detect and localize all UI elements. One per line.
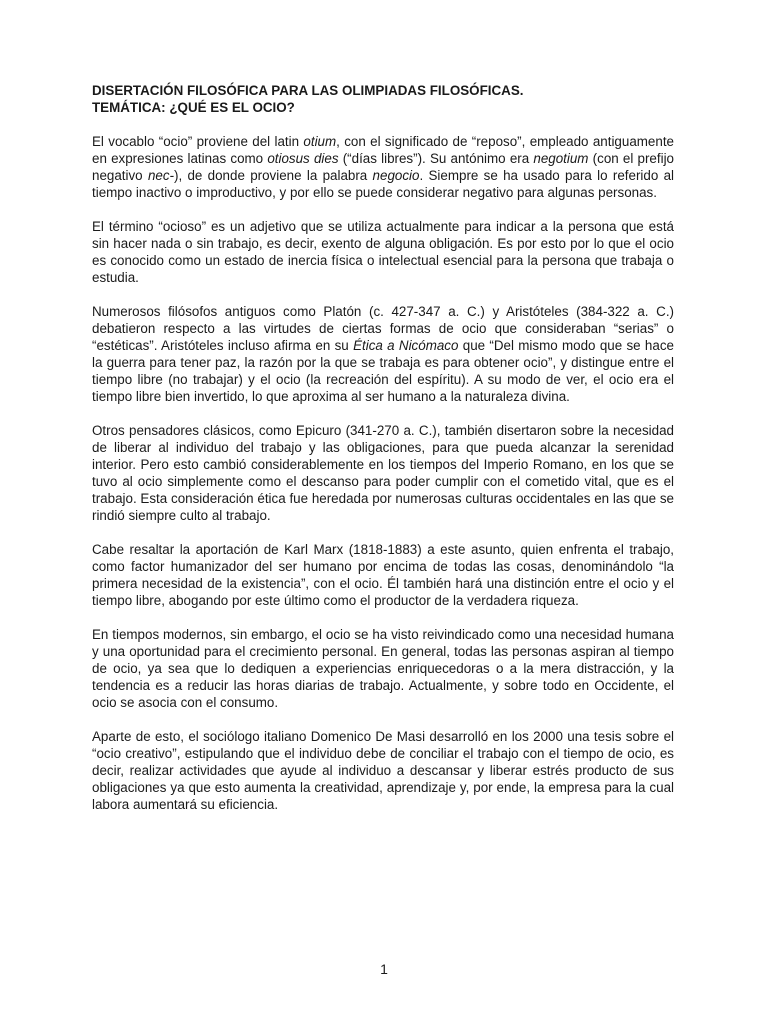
page-number: 1	[380, 961, 388, 977]
paragraph-4: Otros pensadores clásicos, como Epicuro (341-270 a. C.), también disertaron sobre la necesidad de liberar al individuo del trabajo y las obligaciones, para que pueda alcanzar la serenidad interior. Pero esto cambió considerablemente en los tiempos del Imperio Romano, en los que se tuvo al ocio simplemente como el descanso para poder cumplir con el cometido vital, que es el trabajo. Esta consideración ética fue heredada por numerosas culturas occidentales en las que se rindió siempre culto al trabajo.	[92, 423, 674, 523]
document-title-line-1: DISERTACIÓN FILOSÓFICA PARA LAS OLIMPIADAS FILOSÓFICAS.	[92, 83, 524, 98]
paragraph-3: Numerosos filósofos antiguos como Platón (c. 427-347 a. C.) y Aristóteles (384-322 a. C.) debatieron respecto a las virtudes de ciertas formas de ocio que consideraban “serias” o “estéticas”. Aristóteles incluso afirma en su Ética a Nicómaco que “Del mismo modo que se hace la guerra para tener paz, la razón por la que se trabaja es para obtener ocio”, y distingue entre el tiempo libre (no trabajar) y el ocio (la recreación del espíritu). A su modo de ver, el ocio era el tiempo libre bien invertido, lo que aproxima al ser humano a la naturaleza divina.	[92, 304, 674, 404]
italic-term-negocio: negocio	[372, 168, 420, 183]
document-title-line-2: TEMÁTICA: ¿QUÉ ES EL OCIO?	[92, 100, 295, 115]
document-body	[92, 82, 674, 813]
paragraph-1: El vocablo “ocio” proviene del latin otium, con el significado de “reposo”, empleado antiguamente en expresiones latinas como otiosus dies (“días libres”). Su antónimo era negotium (con el prefijo negativo nec-), de donde proviene la palabra negocio. Siempre se ha usado para lo referido al tiempo inactivo o improductivo, y por ello se puede considerar negativo para algunas personas.	[92, 134, 674, 200]
italic-term-otium: otium	[303, 134, 337, 149]
italic-term-nec: nec-	[147, 168, 174, 183]
paragraph-5: Cabe resaltar la aportación de Karl Marx (1818-1883) a este asunto, quien enfrenta el trabajo, como factor humanizador del ser humano por encima de todas las cosas, denominándolo “la primera necesidad de la existencia”, con el ocio. Él también hará una distinción entre el ocio y el tiempo libre, abogando por este último como el productor de la verdadera riqueza.	[92, 542, 674, 608]
italic-term-otiosus-dies: otiosus dies	[267, 151, 339, 166]
italic-term-negotium: negotium	[533, 151, 589, 166]
italic-title-etica-a-nicomaco: Ética a Nicómaco	[353, 338, 459, 353]
paragraph-2: El término “ocioso” es un adjetivo que se utiliza actualmente para indicar a la persona que está sin hacer nada o sin trabajo, es decir, exento de alguna obligación. Es por esto por lo que el ocio es conocido como un estado de inercia física o intelectual esencial para la persona que trabaja o estudia.	[92, 219, 674, 285]
paragraph-7: Aparte de esto, el sociólogo italiano Domenico De Masi desarrolló en los 2000 una tesis sobre el “ocio creativo”, estipulando que el individuo debe de conciliar el trabajo con el tiempo de ocio, es decir, realizar actividades que ayude al individuo a descansar y liberar estrés producto de sus obligaciones ya que esto aumenta la creatividad, aprendizaje y, por ende, la empresa para la cual labora aumentará su eficiencia.	[92, 729, 674, 812]
paragraph-6: En tiempos modernos, sin embargo, el ocio se ha visto reivindicado como una necesidad humana y una oportunidad para el crecimiento personal. En general, todas las personas aspiran al tiempo de ocio, ya sea que lo dediquen a experiencias enriquecedoras o a la mera distracción, y la tendencia es a reducir las horas diarias de trabajo. Actualmente, y sobre todo en Occidente, el ocio se asocia con el consumo.	[92, 627, 674, 710]
